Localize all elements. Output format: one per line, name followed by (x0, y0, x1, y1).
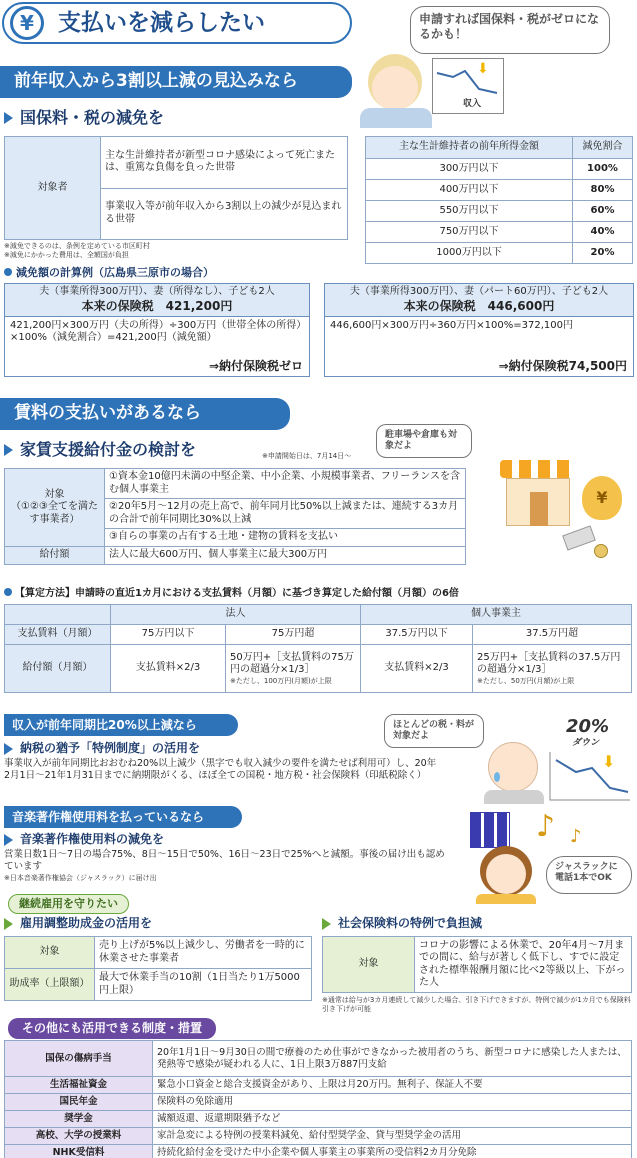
calc-heading: 減免額の計算例（広島県三原市の場合） (4, 266, 214, 280)
section4-note: ※日本音楽著作権協会（ジャスラック）に届け出 (4, 874, 157, 882)
section3-speech-bubble: ほとんどの税・料が対象だよ (384, 714, 484, 748)
calc-cell: 支払賃料×2/3 (361, 645, 473, 693)
rate-cell: 20% (573, 243, 633, 264)
row-label: 支払賃料（月額） (5, 625, 111, 645)
row-value: 最大で休業手当の10割（1日当たり1万5000円上限） (95, 969, 312, 1001)
target-row: 事業収入等が前年収入から3割以上の減少が見込まれる世帯 (101, 188, 348, 240)
section3-heading: 納税の猶予「特例制度」の活用を (4, 741, 200, 756)
target-label: 対象者 (5, 137, 101, 240)
crying-person-illustration (484, 738, 544, 804)
section5-left-heading: 雇用調整助成金の活用を (4, 916, 152, 931)
section2-heading: 家賃支援給付金の検討を (4, 440, 196, 460)
other-measures-table (4, 1040, 632, 1158)
cap-note: ※ただし、50万円(月額)が上限 (477, 676, 575, 685)
col-corp: 法人 (111, 605, 361, 625)
rate-header: 主な生計維持者の前年所得金額 (366, 137, 573, 159)
graph-label: 収入 (463, 99, 482, 109)
bullet-icon (4, 588, 12, 596)
calc-cell: 75万円以下 (111, 625, 226, 645)
rent-target-table (4, 468, 466, 565)
triangle-icon (322, 918, 331, 930)
down-arrow-icon: ⬇ (477, 61, 489, 77)
phone-person-illustration (476, 846, 536, 904)
row-value: コロナの影響による休業で、20年4月〜7月までの間に、給与が著しく低下し、すでに設定された標準報酬月額に比べ2等級以上、下がった人 (415, 937, 632, 993)
example-header: 夫（事業所得300万円）、妻（所得なし）、子ども2人 本来の保険税 421,200円 (5, 284, 309, 317)
amount-value: 法人に最大600万円、個人事業主に最大300万円 (105, 547, 466, 565)
down-label: ダウン (572, 738, 600, 748)
tear-icon (494, 772, 500, 782)
employment-table (4, 936, 312, 1001)
down-arrow-icon: ⬇ (602, 752, 616, 771)
rate-cell: 400万円以下 (366, 180, 573, 201)
section2-heading-note: ※申請開始日は、7月14日〜 (262, 452, 352, 460)
section3-body: 事業収入が前年同期比おおむね20%以上減少（黒字でも収入減少の要件を満たせば利用可）し、20年2月1日〜21年1月31日までに納期限がくる、ほぼ全ての国税・地方税・社会保険料（印紙税除く） (4, 758, 437, 781)
rate-table (365, 136, 633, 264)
section6-pill: その他にも活用できる制度・措置 (8, 1018, 216, 1039)
yen-icon: ¥ (10, 6, 44, 40)
measure-text: 緊急小口資金と総合支援資金があり、上限は月20万円。無利子、保証人不要 (153, 1077, 632, 1094)
target-row: 主な生計維持者が新型コロナ感染によって死亡または、重篤な負傷を負った世帯 (101, 137, 348, 189)
rate-header: 減免割合 (573, 137, 633, 159)
rate-cell: 750万円以下 (366, 222, 573, 243)
row-label: 助成率（上限額） (5, 969, 95, 1001)
section4-speech-bubble: ジャスラックに電話1本でOK (546, 856, 632, 894)
row-label: 給付額（月額） (5, 645, 111, 693)
section4-band: 音楽著作権使用料を払っているなら (4, 806, 242, 828)
measure-text: 家計急変による特例の授業料減免、給付型奨学金、貸与型奨学金の活用 (153, 1127, 632, 1144)
triangle-icon (4, 112, 13, 124)
measure-label: 高校、大学の授業料 (5, 1127, 153, 1144)
section4-heading: 音楽著作権使用料の減免を (4, 832, 164, 847)
rate-cell: 80% (573, 180, 633, 201)
rate-cell: 60% (573, 201, 633, 222)
rate-cell: 100% (573, 159, 633, 180)
shop-illustration (500, 452, 576, 528)
money-bag-icon: ¥ (582, 476, 622, 520)
calc-example-1 (4, 283, 310, 377)
music-note-icon: ♪ (570, 826, 582, 847)
measure-text: 持続化給付金を受けた中小企業や個人事業主の事業所の受信料2カ月分免除 (153, 1144, 632, 1158)
section2-speech-bubble: 駐車場や倉庫も対象だよ (376, 424, 472, 458)
triangle-icon (4, 834, 13, 846)
example-calc: 421,200円×300万円（夫の所得）÷300万円（世帯全体の所得）×100%（減免割合）=421,200円（減免額） (10, 319, 302, 343)
measure-label: 生活福祉資金 (5, 1077, 153, 1094)
measure-label: NHK受信料 (5, 1144, 153, 1158)
calc-cell: 37.5万円以下 (361, 625, 473, 645)
section1-band: 前年収入から3割以上減の見込みなら (0, 66, 352, 98)
calc-cell: 75万円超 (226, 625, 361, 645)
measure-label: 国民年金 (5, 1093, 153, 1110)
rate-cell: 550万円以下 (366, 201, 573, 222)
example-calc: 446,600円×300万円÷360万円×100%=372,100円 (330, 319, 573, 331)
rate-cell: 1000万円以下 (366, 243, 573, 264)
title-bar (2, 2, 352, 44)
down-percent: 20% (566, 716, 610, 737)
rent-calc-table (4, 604, 632, 693)
empty-cell (5, 605, 111, 625)
social-insurance-table (322, 936, 632, 993)
calc-cell: 25万円+［支払賃料の37.5万円の超過分×1/3］ ※ただし、50万円(月額)が上限 (473, 645, 632, 693)
decline-graph (548, 748, 632, 802)
rent-target-item: ②20年5月〜12月の売上高で、前年同月比50%以上減または、連続する3カ月の合計で前年同期比30%以上減 (105, 499, 466, 529)
section5-right-heading: 社会保険料の特例で負担減 (322, 916, 482, 931)
calc-method: 【算定方法】申請時の直近1カ月における支払賃料（月額）に基づき算定した給付額（月額）の6倍 (4, 588, 459, 601)
section5-pill: 継続雇用を守りたい (8, 894, 129, 914)
section1-heading: 国保料・税の減免を (4, 108, 164, 128)
music-note-icon: ♪ (536, 809, 556, 844)
row-label: 対象 (323, 937, 415, 993)
row-label: 対象 (5, 937, 95, 969)
calc-cell: 支払賃料×2/3 (111, 645, 226, 693)
bullet-icon (4, 268, 12, 276)
measure-label: 奨学金 (5, 1110, 153, 1127)
col-indiv: 個人事業主 (361, 605, 632, 625)
section4-body: 営業日数1日〜7日の場合75%、8日〜15日で50%、16日〜23日で25%へと減額。事後の届け出も認めています (4, 849, 445, 872)
rent-target-item: ①資本金10億円未満の中堅企業、中小企業、小規模事業者、フリーランスを含む個人事業主 (105, 469, 466, 499)
triangle-icon (4, 743, 13, 755)
calc-cell: 37.5万円超 (473, 625, 632, 645)
section3-band: 収入が前年同期比20%以上減なら (4, 714, 238, 736)
triangle-icon (4, 444, 13, 456)
header-speech-bubble: 申請すれば国保料・税がゼロになるかも！ (410, 6, 610, 54)
rate-cell: 300万円以下 (366, 159, 573, 180)
amount-label: 給付額 (5, 547, 105, 565)
rate-cell: 40% (573, 222, 633, 243)
sec1-note: ※減免にかかった費用は、全額国が負担 (4, 251, 129, 259)
triangle-icon (4, 918, 13, 930)
example-result: ⇒納付保険税ゼロ (208, 359, 303, 373)
calc-cell: 50万円+［支払賃料の75万円の超過分×1/3］ ※ただし、100万円(月額)が上限 (226, 645, 361, 693)
worried-person-illustration (360, 48, 432, 128)
measure-label: 国保の傷病手当 (5, 1041, 153, 1077)
rent-target-item: ③自らの事業の占有する土地・建物の賃料を支払い (105, 529, 466, 547)
rent-target-label: 対象 （①②③全てを満たす事業者） (5, 469, 105, 547)
cap-note: ※ただし、100万円(月額)が上限 (230, 676, 332, 685)
row-value: 売り上げが5%以上減少し、労働者を一時的に休業させた事業者 (95, 937, 312, 969)
section5-note: ※通常は給与が3カ月連続して減少した場合、引き下げできますが、特例で減少が1カ月でも保険料引き下げが可能 (322, 996, 631, 1013)
calc-example-2 (324, 283, 634, 377)
coins-icon (564, 524, 614, 564)
measure-text: 保険料の免除適用 (153, 1093, 632, 1110)
target-table (4, 136, 348, 240)
example-result: ⇒納付保険税74,500円 (498, 359, 627, 373)
measure-text: 減額返還、返還期限猶予など (153, 1110, 632, 1127)
sec1-note: ※減免できるのは、条例を定めている市区町村 (4, 242, 150, 250)
piano-keys-illustration (470, 812, 510, 848)
page-title: 支払いを減らしたい (58, 9, 265, 36)
example-header: 夫（事業所得300万円）、妻（パート60万円）、子ども2人 本来の保険税 446,600円 (325, 284, 633, 317)
section2-band: 賃料の支払いがあるなら (0, 398, 290, 430)
measure-text: 20年1月1日〜9月30日の間で療養のため仕事ができなかった被用者のうち、新型コロナに感染した人または、発熱等で感染が疑われる人に、1日上限3万887円支給 (153, 1041, 632, 1077)
income-drop-graph (432, 58, 504, 114)
